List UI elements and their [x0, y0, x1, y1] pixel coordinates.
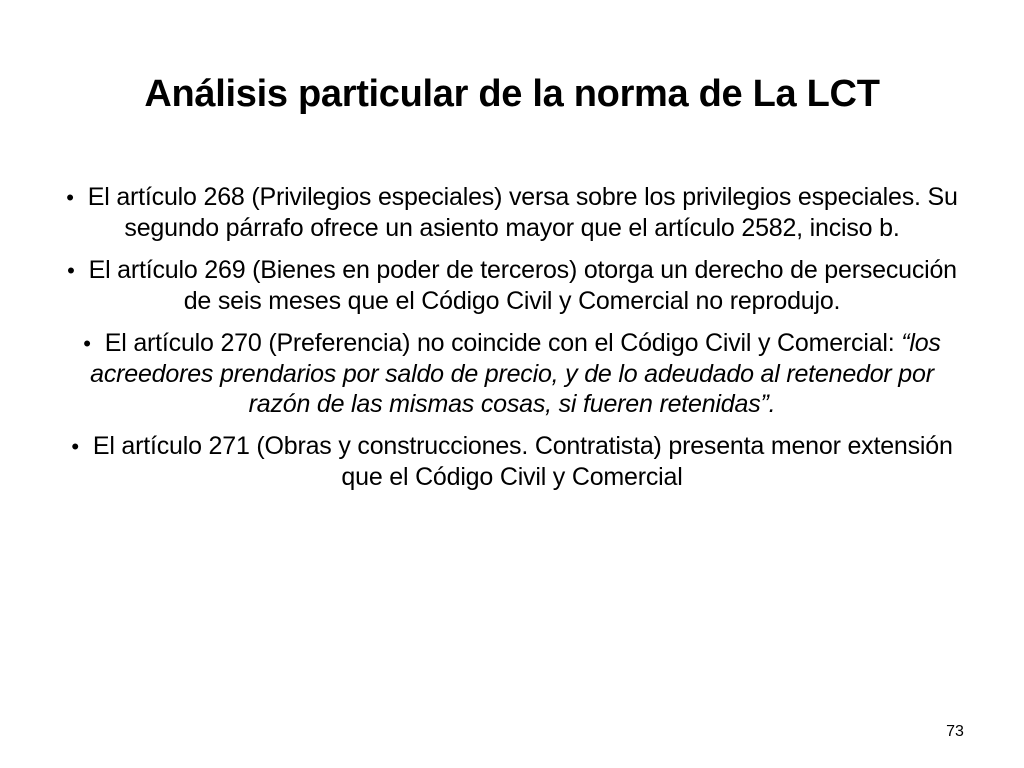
- bullet-item-4: [62, 431, 962, 492]
- bullet-item-3: [62, 328, 962, 419]
- bullet-item-1: [62, 182, 962, 243]
- bullet-text: El artículo 268 (Privilegios especiales) versa sobre los privilegios especiales. Su segundo párrafo ofrece un asiento mayor que el artículo 2582, inciso b.: [87, 183, 958, 242]
- bullet-dot-icon: •: [83, 331, 91, 356]
- bullet-text: El artículo 271 (Obras y construcciones. Contratista) presenta menor extensión que el Código Civil y Comercial: [92, 432, 953, 491]
- bullet-dot-icon: •: [67, 258, 75, 283]
- bullet-quote: “los acreedores prendarios por saldo de precio, y de lo adeudado al retenedor por razón de las mismas cosas, si fueren retenidas”.: [90, 329, 941, 418]
- slide-title: Análisis particular de la norma de La LCT: [144, 73, 880, 115]
- bullet-list: [62, 182, 962, 504]
- bullet-text: El artículo 269 (Bienes en poder de terceros) otorga un derecho de persecución de seis meses que el Código Civil y Comercial no reprodujo.: [88, 256, 957, 315]
- bullet-dot-icon: •: [66, 185, 74, 210]
- page-number: 73: [946, 723, 964, 740]
- bullet-text: El artículo 270 (Preferencia) no coincide con el Código Civil y Comercial:: [104, 329, 902, 357]
- bullet-item-2: [62, 255, 962, 316]
- bullet-dot-icon: •: [71, 434, 79, 459]
